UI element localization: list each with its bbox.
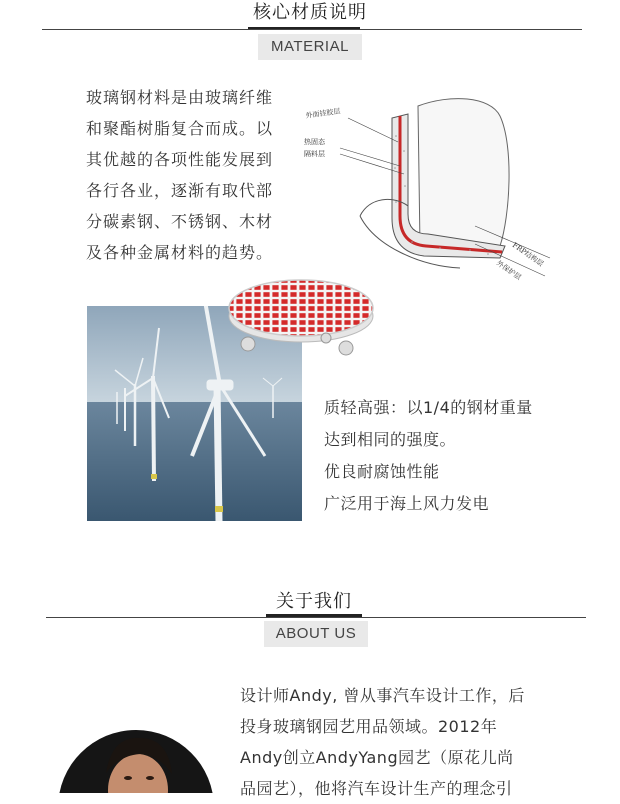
- material-tag: MATERIAL: [258, 34, 362, 60]
- feature-line: 优良耐腐蚀性能: [324, 462, 440, 481]
- feature-line: 质轻高强：以1/4的钢材重量: [324, 398, 533, 417]
- frp-layer-diagram: [300, 96, 580, 286]
- diagram-label-frp-structure: FRP结构层: [510, 241, 545, 269]
- feature-line: 广泛用于海上风力发电: [324, 494, 490, 513]
- diagram-label-thermoset: 热固态: [304, 138, 325, 146]
- material-section-title: 核心材质说明: [253, 2, 367, 23]
- about-divider: [46, 617, 586, 618]
- about-tag: ABOUT US: [264, 621, 368, 647]
- material-features: [324, 392, 604, 520]
- diagram-label-outer-coat: 外面挂胶层: [305, 107, 341, 120]
- designer-bio: 设计师Andy, 曾从事汽车设计工作，后 投身玻璃钢园艺用品领域。2012年 Andy创立AndyYang园艺（原花儿尚 品园艺），他将汽车设计生产的理念引: [240, 686, 525, 798]
- designer-avatar: [56, 728, 216, 793]
- material-divider: [42, 29, 582, 30]
- grate-plant-caddy: [226, 270, 376, 360]
- about-section-title: 关于我们: [276, 591, 352, 612]
- diagram-label-barrier: 隔料层: [304, 150, 325, 158]
- diagram-label-outer-protection: 外保护层: [494, 259, 523, 282]
- feature-line: 达到相同的强度。: [324, 430, 457, 449]
- material-description: 玻璃钢材料是由玻璃纤维 和聚酯树脂复合而成。以 其优越的各项性能发展到 各行各业，逐渐有取代部 分碳素钢、不锈钢、木材 及各种金属材料的趋势。: [86, 88, 274, 262]
